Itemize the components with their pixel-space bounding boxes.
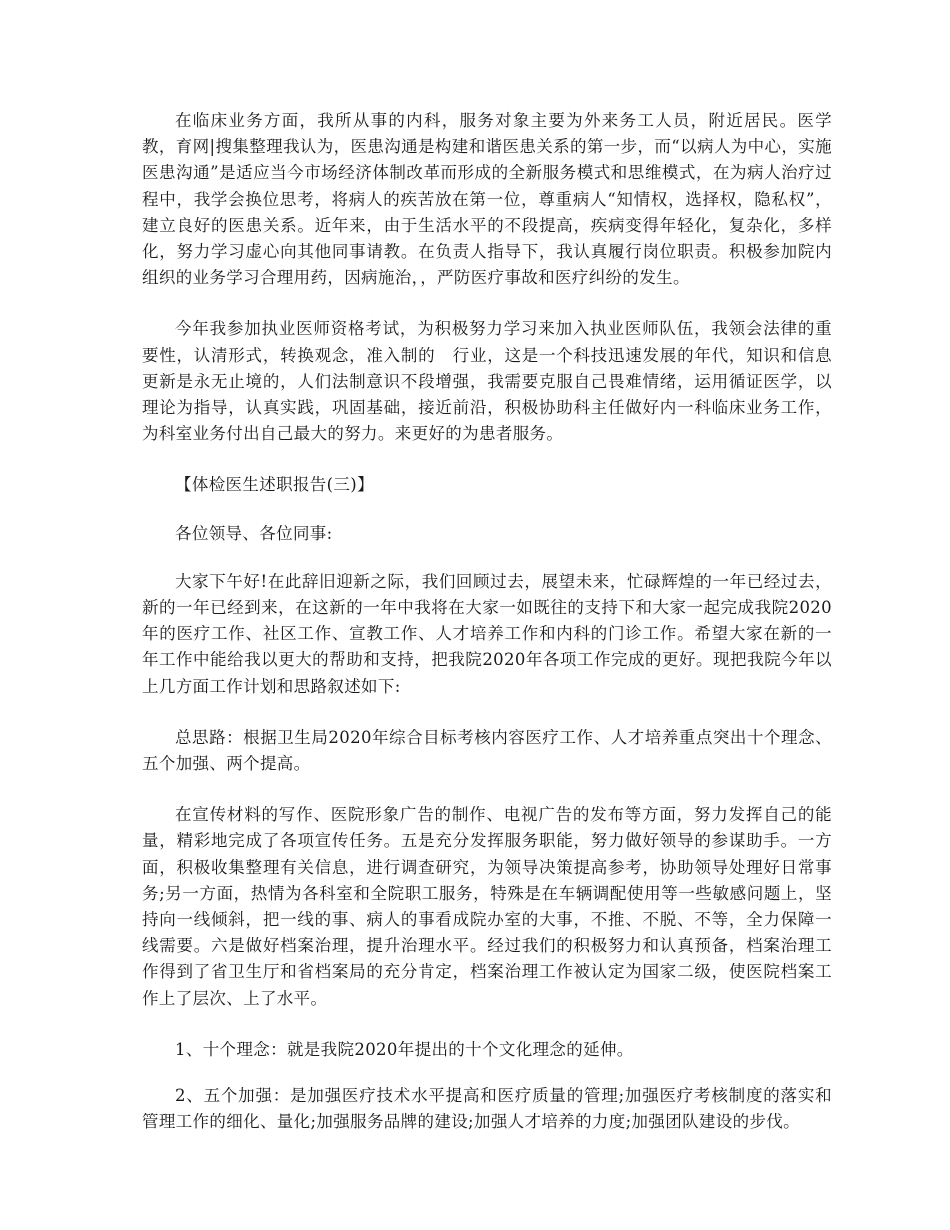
document-page	[142, 108, 832, 1161]
paragraph-publicity-work: 在宣传材料的写作、医院形象广告的制作、电视广告的发布等方面，努力发挥自己的能量，精彩地完成了各项宣传任务。五是充分发挥服务职能，努力做好领导的参谋助手。一方面，积极收集整理有关信息，进行调查研究，为领导决策提高参考，协助领导处理好日常事务;另一方面，热情为各科室和全院职工服务，特殊是在车辆调配使用等一些敏感问题上，坚持向一线倾斜，把一线的事、病人的事看成院办室的大事，不推、不脱、不等，全力保障一线需要。六是做好档案治理，提升治理水平。经过我们的积极努力和认真预备，档案治理工作得到了省卫生厅和省档案局的充分肯定，档案治理工作被认定为国家二级，使医院档案工作上了层次、上了水平。	[142, 805, 832, 1008]
paragraph-overall-plan: 总思路：根据卫生局2020年综合目标考核内容医疗工作、人才培养重点突出十个理念、五个加强、两个提高。	[142, 727, 832, 774]
list-item-five-strengthenings: 2、五个加强：是加强医疗技术水平提高和医疗质量的管理;加强医疗考核制度的落实和管理工作的细化、量化;加强服务品牌的建设;加强人才培养的力度;加强团队建设的步伐。	[142, 1086, 832, 1132]
section-heading: 【体检医生述职报告(三)】	[175, 475, 374, 495]
salutation: 各位领导、各位同事:	[175, 523, 333, 543]
paragraph-license-exam: 今年我参加执业医师资格考试，为积极努力学习来加入执业医师队伍，我领会法律的重要性，认清形式，转换观念，准入制的 行业，这是一个科技迅速发展的年代，知识和信息更新是永无止境的，人们法制意识不段增强，我需要克服自己畏难情绪，运用循证医学，以理论为指导，认真实践，巩固基础，接近前沿，积极协助科主任做好内一科临床业务工作，为科室业务付出自己最大的努力。来更好的为患者服务。	[142, 319, 832, 444]
paragraph-clinical-work: 在临床业务方面，我所从事的内科，服务对象主要为外来务工人员，附近居民。医学教，育网|搜集整理我认为，医患沟通是构建和谐医患关系的第一步，而“以病人为中心，实施医患沟通”是适应当今市场经济体制改革而形成的全新服务模式和思维模式，在为病人治疗过程中，我学会换位思考，将病人的疾苦放在第一位，尊重病人“知情权，选择权，隐私权”，建立良好的医患关系。近年来，由于生活水平的不段提高，疾病变得年轻化，复杂化，多样化，努力学习虚心向其他同事请教。在负责人指导下，我认真履行岗位职责。积极参加院内组织的业务学习合理用药，因病施治，，严防医疗事故和医疗纠纷的发生。	[142, 111, 832, 288]
list-item-ten-concepts: 1、十个理念：就是我院2020年提出的十个文化理念的延伸。	[175, 1039, 634, 1059]
paragraph-greeting: 大家下午好!在此辞旧迎新之际，我们回顾过去，展望未来，忙碌辉煌的一年已经过去，新的一年已经到来，在这新的一年中我将在大家一如既往的支持下和大家一起完成我院2020年的医疗工作、社区工作、宣教工作、人才培养工作和内科的门诊工作。希望大家在新的一年工作中能给我以更大的帮助和支持，把我院2020年各项工作完成的更好。现把我院今年以上几方面工作计划和思路叙述如下:	[142, 571, 832, 696]
